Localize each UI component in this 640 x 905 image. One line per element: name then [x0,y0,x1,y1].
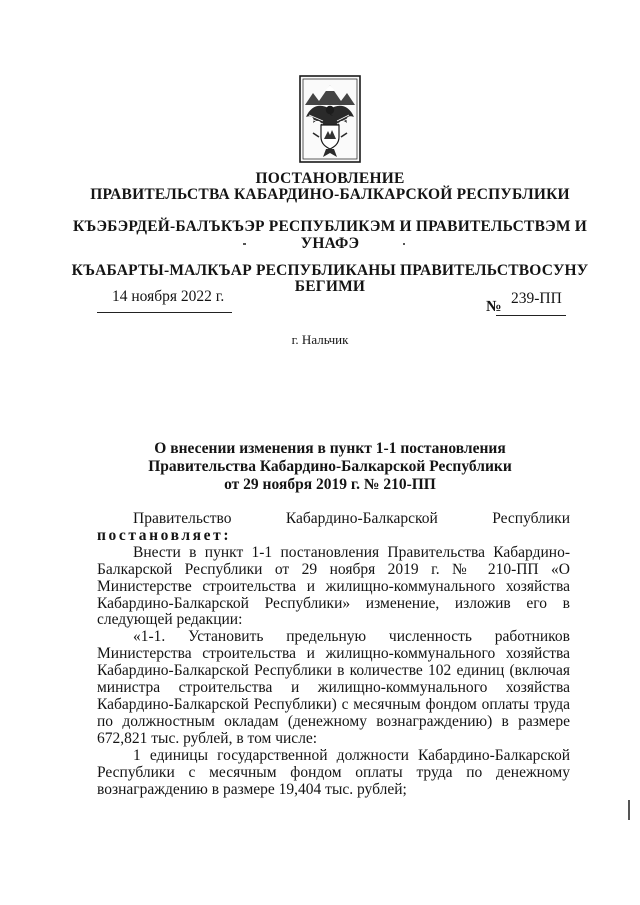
document-body [97,511,570,798]
header-government-ru: ПРАВИТЕЛЬСТВА КАБАРДИНО-БАЛКАРСКОЙ РЕСПУБЛИКИ [90,186,570,203]
document-title-line2: Правительства Кабардино-Балкарской Республики [148,458,512,475]
document-number: 239-ПП [511,290,562,307]
header-government-balkar: КЪАБАРТЫ-МАЛКЪАР РЕСПУБЛИКАНЫ ПРАВИТЕЛЬСТВОСУНУ [71,262,589,279]
decree-word: постановляет: [97,526,232,544]
document-title-line3: от 29 ноября 2019 г. № 210-ПП [224,476,436,493]
paragraph-amendment: Внести в пункт 1-1 постановления Правительства Кабардино-Балкарской Республики от 29 ноября 2019 г. № 210-ПП «О Министерстве строительства и жилищно-коммунального хозяйства Кабардино-Балкарской Республики» изменение, изложив его в следующей редакции: [97,543,570,629]
scan-speck [403,243,405,245]
paragraph-state-position: 1 единицы государственной должности Кабардино-Балкарской Республики с месячным фондом оплаты труда по денежному вознаграждению в размере 19,404 тыс. рублей; [97,746,570,798]
number-underline [496,315,566,316]
coat-of-arms-emblem [299,75,361,163]
city-line: г. Нальчик [291,332,349,347]
header-title: ПОСТАНОВЛЕНИЕ [255,170,405,187]
date-underline [97,312,232,313]
header-decree-kabardian: УНАФЭ [300,235,360,252]
document-title-line1: О внесении изменения в пункт 1-1 постановления [154,440,506,457]
header-government-kabardian: КЪЭБЭРДЕЙ-БАЛЪКЪЭР РЕСПУБЛИКЭМ И ПРАВИТЕЛЬСТВЭМ И [72,218,588,235]
intro-line [97,511,570,528]
intro-word-republic: Республики [492,510,570,527]
paragraph-staff-limit: «1-1. Установить предельную численность работников Министерства строительства и жилищно-коммунального хозяйства Кабардино-Балкарской Республики в количестве 102 единиц (включая министра строительства и жилищно-коммунального хозяйства Кабардино-Балкарской Республики) с месячным фондом оплаты труда по должностным окладам (денежному вознаграждению) в размере 672,821 тыс. рублей, в том числе: [97,628,570,747]
intro-word-government: Правительство [133,510,232,527]
intro-word-kbr: Кабардино-Балкарской [285,510,438,527]
scan-speck [243,243,246,245]
document-date: 14 ноября 2022 г. [112,288,225,305]
number-sign: № [486,298,502,315]
header-decree-balkar: БЕГИМИ [294,278,366,295]
scan-edge-mark [628,800,630,820]
